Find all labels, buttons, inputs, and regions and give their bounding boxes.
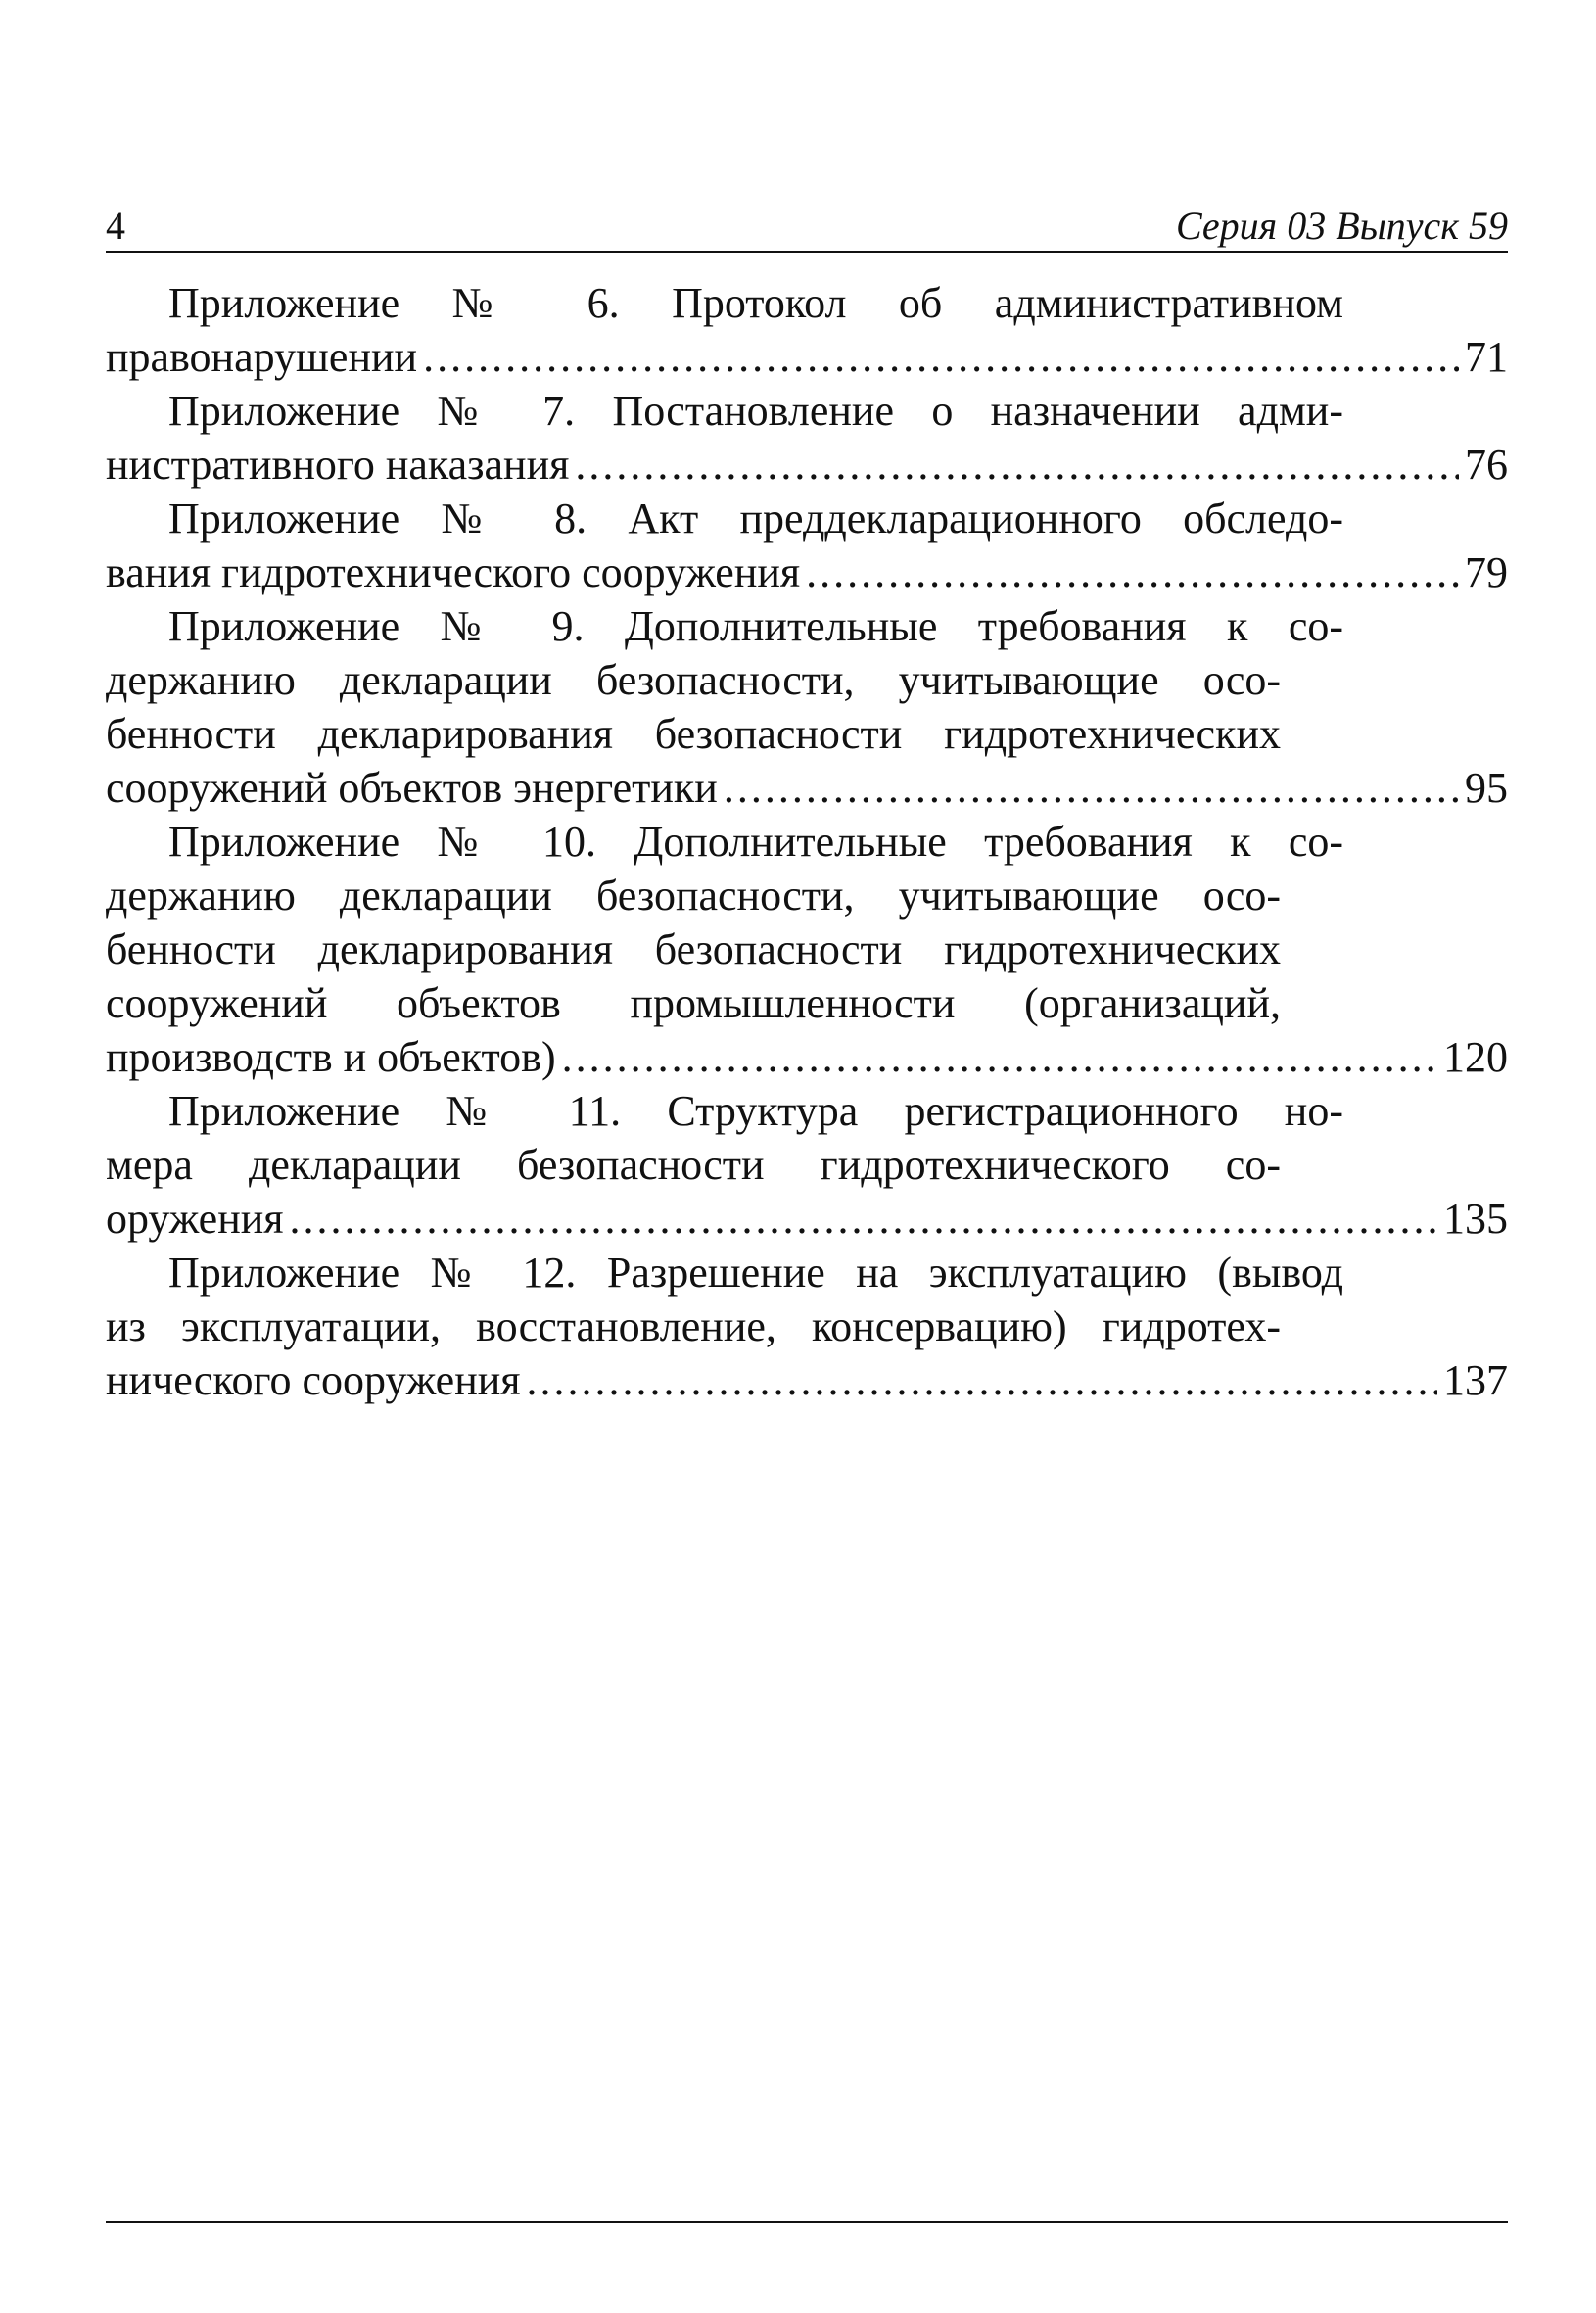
toc-page-number: 79 xyxy=(1465,548,1508,596)
toc-entry-text: производств и объектов) xyxy=(106,1033,556,1081)
dot-leader xyxy=(423,330,1459,384)
toc-entry-text: нического сооружения xyxy=(106,1356,521,1404)
table-of-contents xyxy=(106,276,1508,1407)
toc-entry-appendix-8[interactable] xyxy=(106,492,1508,599)
toc-entry-text: нистративного наказания xyxy=(106,441,570,489)
toc-page-number: 76 xyxy=(1465,441,1508,489)
toc-entry-text: Приложение № 11. Структура регистрационного но- xyxy=(168,1087,1343,1135)
toc-entry-appendix-10[interactable] xyxy=(106,815,1508,1084)
toc-page-number: 120 xyxy=(1443,1033,1508,1081)
toc-entry-appendix-11[interactable] xyxy=(106,1084,1508,1246)
toc-entry-text: мера декларации безопасности гидротехнического со- xyxy=(106,1141,1281,1189)
toc-entry-text: Приложение № 8. Акт преддекларационного обследо- xyxy=(168,495,1343,543)
toc-page-number: 95 xyxy=(1465,764,1508,812)
toc-entry-text: Приложение № 7. Постановление о назначении адми- xyxy=(168,387,1343,435)
toc-entry-text: Приложение № 9. Дополнительные требования к со- xyxy=(168,602,1343,650)
toc-entry-text: бенности декларирования безопасности гидротехнических xyxy=(106,710,1281,758)
toc-entry-text: сооружений объектов промышленности (организаций, xyxy=(106,979,1281,1027)
toc-entry-text: сооружений объектов энергетики xyxy=(106,764,718,812)
toc-entry-text: держанию декларации безопасности, учитывающие осо- xyxy=(106,872,1281,920)
toc-page-number: 71 xyxy=(1465,333,1508,381)
toc-entry-text: оружения xyxy=(106,1195,284,1243)
toc-entry-text: Приложение № 6. Протокол об административном xyxy=(168,279,1343,327)
running-title: Серия 03 Выпуск 59 xyxy=(1175,204,1508,248)
toc-entry-last-line xyxy=(106,1192,1508,1246)
dot-leader xyxy=(575,438,1459,492)
toc-entry-text: держанию декларации безопасности, учитывающие осо- xyxy=(106,656,1281,704)
toc-entry-text: вания гидротехнического сооружения xyxy=(106,548,801,596)
toc-entry-last-line xyxy=(106,545,1508,599)
toc-entry-appendix-12[interactable] xyxy=(106,1246,1508,1407)
toc-entry-text: бенности декларирования безопасности гидротехнических xyxy=(106,925,1281,973)
toc-entry-text: Приложение № 12. Разрешение на эксплуатацию (вывод xyxy=(168,1249,1343,1297)
toc-entry-last-line xyxy=(106,438,1508,492)
toc-entry-last-line xyxy=(106,330,1508,384)
dot-leader xyxy=(290,1192,1437,1246)
dot-leader xyxy=(806,545,1459,599)
toc-entry-last-line xyxy=(106,761,1508,815)
toc-entry-last-line xyxy=(106,1353,1508,1407)
toc-page-number: 135 xyxy=(1443,1195,1508,1243)
footer-rule xyxy=(106,2221,1508,2223)
toc-entry-appendix-7[interactable] xyxy=(106,384,1508,492)
page-number: 4 xyxy=(106,204,125,248)
dot-leader xyxy=(562,1030,1437,1084)
dot-leader xyxy=(527,1353,1437,1407)
toc-entry-last-line xyxy=(106,1030,1508,1084)
toc-entry-text: правонарушении xyxy=(106,333,418,381)
page-header xyxy=(106,196,1508,253)
dot-leader xyxy=(724,761,1459,815)
toc-entry-text: из эксплуатации, восстановление, консервацию) гидротех- xyxy=(106,1302,1281,1350)
toc-entry-text: Приложение № 10. Дополнительные требования к со- xyxy=(168,818,1343,866)
toc-page-number: 137 xyxy=(1443,1356,1508,1404)
toc-entry-appendix-6[interactable] xyxy=(106,276,1508,384)
toc-entry-appendix-9[interactable] xyxy=(106,599,1508,815)
